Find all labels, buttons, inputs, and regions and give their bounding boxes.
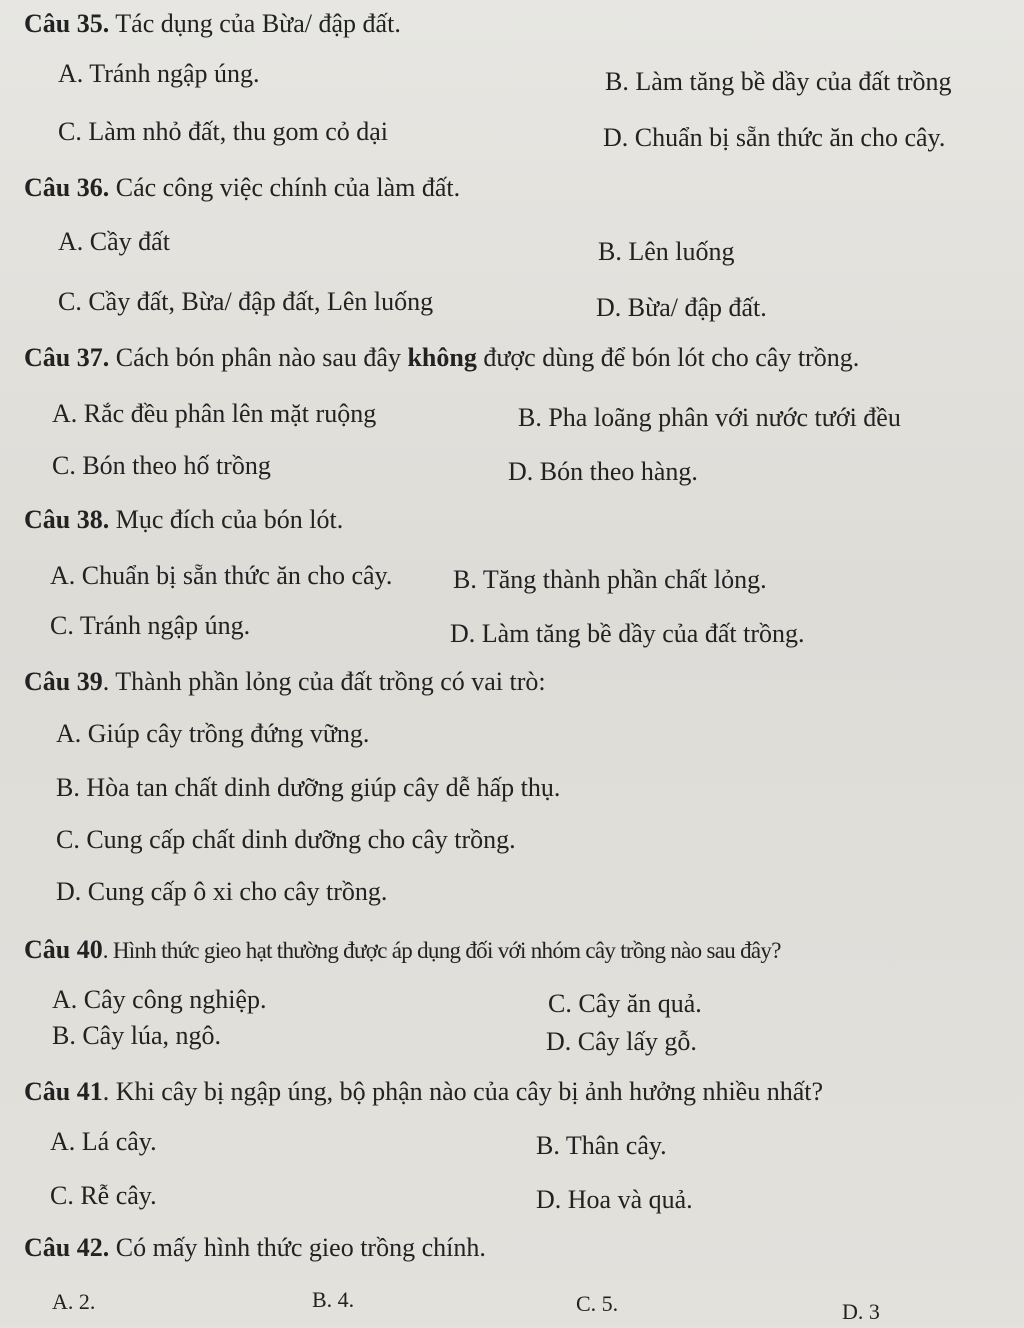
question-text: . Thành phần lỏng của đất trồng có vai trò: — [102, 667, 546, 696]
q36-option-c: C. Cầy đất, Bừa/ đập đất, Lên luống — [58, 287, 434, 316]
q38-option-c: C. Tránh ngập úng. — [50, 611, 251, 640]
q35-option-c: C. Làm nhỏ đất, thu gom cỏ dại — [58, 117, 389, 146]
question-36 — [24, 172, 460, 204]
q40-option-a: A. Cây công nghiệp. — [52, 985, 267, 1014]
question-number: Câu 36. — [24, 173, 110, 202]
question-number: Câu 39 — [24, 667, 103, 696]
q40-option-c: C. Cây ăn quả. — [548, 989, 702, 1018]
q42-option-b: B. 4. — [312, 1287, 355, 1312]
q38-option-a: A. Chuẩn bị sẵn thức ăn cho cây. — [50, 561, 393, 590]
question-number: Câu 42. — [24, 1233, 110, 1262]
question-text: Tác dụng của Bừa/ đập đất. — [115, 9, 401, 38]
q40-option-d: D. Cây lấy gỗ. — [546, 1027, 697, 1056]
q37-option-c: C. Bón theo hố trồng — [52, 451, 271, 480]
q41-option-b: B. Thân cây. — [536, 1131, 667, 1160]
q36-option-a: A. Cầy đất — [58, 227, 170, 256]
q39-option-d: D. Cung cấp ô xi cho cây trồng. — [56, 877, 388, 906]
q37-option-a: A. Rắc đều phân lên mặt ruộng — [52, 399, 377, 428]
q42-option-d: D. 3 — [842, 1299, 880, 1324]
question-35 — [24, 8, 401, 40]
q37-option-d: D. Bón theo hàng. — [508, 457, 698, 486]
question-number: Câu 38. — [24, 505, 110, 534]
question-42 — [24, 1232, 486, 1264]
question-number: Câu 37. — [24, 343, 110, 372]
question-37 — [24, 342, 859, 374]
q41-option-d: D. Hoa và quả. — [536, 1185, 693, 1214]
q39-option-a: A. Giúp cây trồng đứng vững. — [56, 719, 370, 748]
question-emphasis: không — [407, 343, 477, 372]
q39-option-c: C. Cung cấp chất dinh dưỡng cho cây trồng. — [56, 825, 516, 854]
question-text: Các công việc chính của làm đất. — [115, 173, 461, 202]
question-text: Có mấy hình thức gieo trồng chính. — [115, 1233, 486, 1262]
question-number: Câu 35. — [24, 9, 110, 38]
q35-option-d: D. Chuẩn bị sẵn thức ăn cho cây. — [603, 123, 946, 152]
question-38 — [24, 504, 343, 536]
q41-option-c: C. Rễ cây. — [50, 1181, 157, 1210]
question-text-end: được dùng để bón lót cho cây trồng. — [483, 343, 860, 372]
question-text: Cách bón phân nào sau đây — [115, 343, 401, 372]
q38-option-b: B. Tăng thành phần chất lỏng. — [453, 565, 767, 594]
question-text: . Hình thức gieo hạt thường được áp dụng đối với nhóm cây trồng nào sau đây? — [102, 938, 781, 963]
q40-option-b: B. Cây lúa, ngô. — [52, 1021, 221, 1050]
question-number: Câu 40 — [24, 935, 103, 964]
question-text: . Khi cây bị ngập úng, bộ phận nào của cây bị ảnh hưởng nhiều nhất? — [102, 1077, 824, 1106]
question-text: Mục đích của bón lót. — [115, 505, 344, 534]
question-40 — [24, 934, 781, 967]
q35-option-a: A. Tránh ngập úng. — [58, 59, 260, 88]
q35-option-b: B. Làm tăng bề dầy của đất trồng — [605, 67, 952, 96]
question-39 — [24, 666, 546, 698]
q42-option-a: A. 2. — [52, 1289, 96, 1314]
question-41 — [24, 1076, 823, 1108]
q37-option-b: B. Pha loãng phân với nước tưới đều — [518, 403, 901, 432]
q39-option-b: B. Hòa tan chất dinh dưỡng giúp cây dễ hấp thụ. — [56, 773, 561, 802]
q36-option-b: B. Lên luống — [598, 237, 735, 266]
q38-option-d: D. Làm tăng bề dầy của đất trồng. — [450, 619, 805, 648]
q41-option-a: A. Lá cây. — [50, 1127, 157, 1156]
q42-option-c: C. 5. — [576, 1291, 619, 1316]
q36-option-d: D. Bừa/ đập đất. — [596, 293, 767, 322]
question-number: Câu 41 — [24, 1077, 103, 1106]
